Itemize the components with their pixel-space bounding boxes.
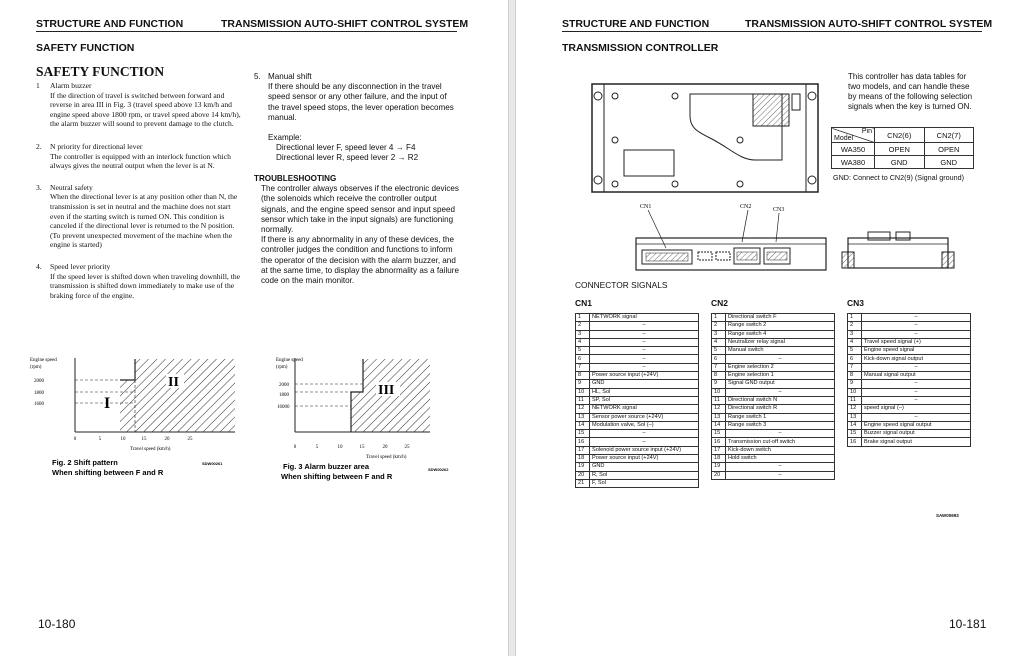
table-row [576, 421, 699, 429]
page-number: 10-181 [949, 617, 987, 631]
table-row [712, 380, 835, 388]
pin-number: 2 [848, 322, 862, 330]
x-axis-label: Travel speed (km/h) [366, 455, 407, 460]
table-row [712, 413, 835, 421]
cn1-title: CN1 [575, 298, 593, 308]
table-row [848, 405, 971, 413]
page-gutter [508, 0, 516, 656]
side-bracket [842, 252, 854, 268]
header-pin: Pin [861, 128, 872, 135]
item-number: 3. [36, 182, 42, 192]
y-tick: 2000 [34, 379, 44, 384]
table-row [712, 421, 835, 429]
pin-number: 16 [712, 438, 726, 446]
table-row [712, 463, 835, 471]
pin-number: 3 [576, 330, 590, 338]
header-left: STRUCTURE AND FUNCTION [36, 18, 184, 30]
pin-number: 7 [848, 363, 862, 371]
pin-number: 17 [712, 446, 726, 454]
table-row [576, 438, 699, 446]
pin-number: 13 [848, 413, 862, 421]
table-row [848, 413, 971, 421]
x-tick: 10 [337, 445, 343, 450]
table-row [712, 446, 835, 454]
y-tick: 1600 [34, 402, 44, 407]
item-body: If the speed lever is shifted down when traveling downhill, the transmission is shifted down immediately to make use of the braking force of the engine. [50, 271, 241, 300]
signal-name: Engine speed signal output [862, 421, 971, 429]
right-page [516, 0, 1024, 656]
pin-number: 20 [712, 471, 726, 479]
pin-number: 18 [576, 455, 590, 463]
x-tick: 5 [315, 445, 319, 450]
pin-number: 5 [848, 347, 862, 355]
table-row [576, 330, 699, 338]
signal-name: Directional switch F [726, 314, 835, 322]
area-label: III [378, 383, 395, 398]
table-row [712, 363, 835, 371]
table-row [848, 396, 971, 404]
y-axis-unit: (rpm) [276, 365, 288, 370]
page-number: 10-180 [38, 617, 76, 631]
signal-name: – [726, 471, 835, 479]
pin-number: 7 [576, 363, 590, 371]
signal-name: Range switch 3 [726, 421, 835, 429]
signal-name: GND [590, 380, 699, 388]
leader-line [742, 210, 748, 242]
signal-name: NETWORK signal [590, 314, 699, 322]
cn2-title: CN2 [711, 298, 729, 308]
pin-number: 3 [848, 330, 862, 338]
signal-name: GND [590, 463, 699, 471]
table-row [576, 405, 699, 413]
signal-name: – [726, 430, 835, 438]
signal-name: Buzzer signal output [862, 430, 971, 438]
signal-name: Modulation valve, Sol (–) [590, 421, 699, 429]
x-tick: 25 [187, 437, 193, 442]
example-line: Directional lever R, speed lever 2 → R2 [276, 153, 419, 163]
table-row [576, 388, 699, 396]
table-row [576, 372, 699, 380]
pin-number: 9 [712, 380, 726, 388]
controller-drawing [590, 76, 820, 200]
side-connector [868, 232, 890, 240]
cn1-table [575, 313, 699, 488]
table-row [848, 314, 971, 322]
pin-number: 11 [576, 396, 590, 404]
signal-name: F, Sol [590, 479, 699, 487]
item-number: 4. [36, 261, 42, 271]
table-cell: OPEN [875, 143, 925, 156]
signal-name: HL, Sol [590, 388, 699, 396]
y-tick: 1800 [34, 391, 44, 396]
header-model: Model [834, 135, 854, 142]
signal-name: Range switch 1 [726, 413, 835, 421]
signal-name: – [862, 396, 971, 404]
table-row [576, 355, 699, 363]
pin-number: 8 [848, 372, 862, 380]
pin-number: 15 [848, 430, 862, 438]
connector-label-cn3: CN3 [773, 207, 785, 213]
cn3-table [847, 313, 971, 447]
table-row [576, 338, 699, 346]
troubleshooting-body: The controller always observes if the electronic devices (the solenoids which receive the controller output signals, and the engine speed sensor and input speed sensor which take in the input signals) are functioning normally. [261, 184, 459, 235]
signal-name: Engine selection 2 [726, 363, 835, 371]
table-row [576, 479, 699, 487]
signal-name: Range switch 2 [726, 322, 835, 330]
table-row [576, 322, 699, 330]
hatched-area [120, 359, 235, 432]
pin-number: 5 [576, 347, 590, 355]
signal-name: – [726, 463, 835, 471]
signal-name: Neutralizer relay signal [726, 338, 835, 346]
table-row [712, 388, 835, 396]
header-right: TRANSMISSION AUTO-SHIFT CONTROL SYSTEM [745, 18, 993, 30]
x-tick: 10 [120, 437, 126, 442]
leader-line [648, 210, 666, 248]
signal-name: Directional switch R [726, 405, 835, 413]
table-row [848, 347, 971, 355]
table-cell: WA380 [832, 156, 875, 169]
table-row [712, 330, 835, 338]
item-number: 2. [36, 141, 42, 151]
pin-number: 5 [712, 347, 726, 355]
connector-label-cn1: CN1 [640, 204, 652, 210]
pin-number: 19 [712, 463, 726, 471]
pin-number: 18 [712, 455, 726, 463]
table-row [712, 314, 835, 322]
pin-number: 14 [576, 421, 590, 429]
item-2 [36, 142, 242, 171]
signal-name: – [862, 363, 971, 371]
signal-name: – [590, 355, 699, 363]
signal-name: – [862, 388, 971, 396]
table-row [576, 463, 699, 471]
signal-name: Travel speed signal (+) [862, 338, 971, 346]
signal-name: Transmission cut-off switch [726, 438, 835, 446]
table-row [576, 347, 699, 355]
item-number: 5. [254, 72, 261, 81]
signal-name: Brake signal output [862, 438, 971, 446]
pin-number: 13 [712, 413, 726, 421]
table-row [712, 322, 835, 330]
table-cell: WA350 [832, 143, 875, 156]
pin-number: 8 [576, 372, 590, 380]
pin-number: 14 [848, 421, 862, 429]
area-label: II [168, 375, 179, 390]
table-row [712, 471, 835, 479]
table-row [576, 314, 699, 322]
blank-socket [698, 252, 712, 260]
signal-name: – [862, 314, 971, 322]
table-row [832, 156, 974, 169]
signal-name: – [726, 388, 835, 396]
pin-number: 1 [576, 314, 590, 322]
table-header: CN2(7) [924, 128, 974, 143]
item-body: When the directional lever is at any position other than N, the transmission is set in neutral and the machine does not start even if the starting switch is turned ON. This condition is canceled if the directional lever is returned to the N position. (To prevent unexpected movement of the machine when the engine is started) [50, 192, 238, 250]
signal-name: Directional switch N [726, 396, 835, 404]
table-row [712, 455, 835, 463]
pin-number: 20 [576, 471, 590, 479]
item-title: Alarm buzzer [50, 81, 92, 90]
table-row [712, 355, 835, 363]
pin-number: 12 [848, 405, 862, 413]
pin-number: 16 [848, 438, 862, 446]
pin-number: 12 [576, 405, 590, 413]
page-title: SAFETY FUNCTION [36, 64, 165, 79]
signal-name: – [726, 355, 835, 363]
table-row [576, 413, 699, 421]
pin-number: 6 [576, 355, 590, 363]
signal-name: Manual signal output [862, 372, 971, 380]
signal-name: Sensor power source (+24V) [590, 413, 699, 421]
signal-name: Power source input (+24V) [590, 372, 699, 380]
x-tick: 0 [73, 437, 77, 442]
connector-drawing [626, 198, 836, 280]
signal-name: Power source input (+24V) [590, 455, 699, 463]
signal-name: Manual switch [726, 347, 835, 355]
pin-number: 13 [576, 413, 590, 421]
signal-name: Kick-down switch [726, 446, 835, 454]
table-row [712, 438, 835, 446]
x-tick: 5 [98, 437, 102, 442]
pin-number: 10 [712, 388, 726, 396]
model-note: This controller has data tables for two models, and can handle these by means of the following selection signals when the key is turned ON. [848, 72, 973, 111]
signal-name: Range switch 4 [726, 330, 835, 338]
table-row [848, 438, 971, 446]
item-title: Speed lever priority [50, 261, 111, 271]
connector-label-cn2: CN2 [740, 204, 752, 210]
signal-name: – [590, 338, 699, 346]
signal-name: – [862, 322, 971, 330]
cn3-title: CN3 [847, 298, 865, 308]
troubleshooting-body: If there is any abnormality in any of these devices, the controller judges the condition and functions to inform the operator of the decision with the alarm buzzer, and at the same time, to display the abnormality as a failure code on the main monitor. [261, 235, 459, 286]
y-tick: 1800 [279, 393, 289, 398]
item-5 [254, 72, 460, 164]
signal-name: Solenoid power source input (+24V) [590, 446, 699, 454]
y-axis-label: Engine speed [276, 358, 303, 363]
signal-name: Engine speed signal [862, 347, 971, 355]
gnd-note: GND: Connect to CN2(9) (Signal ground) [833, 173, 965, 182]
pin-number: 7 [712, 363, 726, 371]
section-label: TRANSMISSION CONTROLLER [562, 42, 719, 54]
signal-name: – [862, 380, 971, 388]
cn2-table [711, 313, 835, 480]
section-label: SAFETY FUNCTION [36, 42, 135, 54]
item-body: If there should be any disconnection in the travel speed sensor or any other failure, and the input of the travel speed stops, the lever operation becomes manual. [268, 82, 454, 122]
table-row [576, 363, 699, 371]
table-row [576, 396, 699, 404]
signal-name: – [590, 330, 699, 338]
table-row [712, 430, 835, 438]
table-row [848, 430, 971, 438]
signal-name: – [862, 330, 971, 338]
item-4 [36, 262, 242, 300]
item-body: If the direction of travel is switched between forward and reverse in area III in Fig. 3 (travel speed above 13 km/h and engine speed above 1800 rpm, or travel speed above 14 km/h), the alarm buzzer will sound to prevent damage to the clutch. [50, 90, 241, 129]
signal-name: SP, Sol [590, 396, 699, 404]
signal-name: Kick-down signal output [862, 355, 971, 363]
item-title: N priority for directional lever [50, 141, 143, 151]
pin-number: 15 [576, 430, 590, 438]
table-row [832, 143, 974, 156]
signal-name: NETWORK signal [590, 405, 699, 413]
signal-name: speed signal (–) [862, 405, 971, 413]
y-axis-unit: (rpm) [30, 365, 42, 370]
signal-name: Engine selection 1 [726, 372, 835, 380]
figure-caption: When shifting between F and R [52, 468, 164, 477]
table-row [712, 396, 835, 404]
heat-sink [753, 94, 789, 126]
signal-name: Hold switch [726, 455, 835, 463]
signal-name: R, Sol [590, 471, 699, 479]
item-title: Neutral safety [50, 182, 93, 192]
x-tick: 15 [359, 445, 365, 450]
controller-side-view [838, 228, 958, 276]
x-tick: 0 [293, 445, 297, 450]
pin-number: 10 [848, 388, 862, 396]
pin-number: 14 [712, 421, 726, 429]
pin-number: 15 [712, 430, 726, 438]
item-3 [36, 183, 242, 250]
item-title: Manual shift [268, 72, 312, 81]
table-row [848, 421, 971, 429]
figure-caption: Fig. 2 Shift pattern [52, 458, 118, 467]
table-row [848, 338, 971, 346]
pin-number: 9 [848, 380, 862, 388]
table-row [848, 355, 971, 363]
pin-number: 2 [576, 322, 590, 330]
pin-number: 8 [712, 372, 726, 380]
table-corner-cell [832, 128, 875, 143]
pin-number: 19 [576, 463, 590, 471]
signal-name: – [590, 438, 699, 446]
cn1-pins [646, 253, 688, 261]
signal-name: – [590, 322, 699, 330]
item-number: 1 [36, 81, 40, 90]
example-line: Directional lever F, speed lever 4 → F4 [276, 143, 416, 153]
safety-items [36, 81, 242, 300]
header-left: STRUCTURE AND FUNCTION [562, 18, 710, 30]
pin-number: 2 [712, 322, 726, 330]
signal-name: – [862, 413, 971, 421]
y-axis-label: Engine speed [30, 358, 57, 363]
area-label: I [104, 395, 111, 412]
cn3-pins [767, 252, 787, 260]
table-row [712, 347, 835, 355]
signal-name: – [590, 347, 699, 355]
x-tick: 25 [404, 445, 410, 450]
table-row [848, 330, 971, 338]
pin-number: 21 [576, 479, 590, 487]
pin-number: 3 [712, 330, 726, 338]
table-row [712, 338, 835, 346]
pin-number: 9 [576, 380, 590, 388]
x-tick: 15 [141, 437, 147, 442]
pin-number: 11 [848, 396, 862, 404]
figure-code: SDW00262 [428, 467, 449, 472]
side-connector [896, 232, 910, 240]
table-cell: GND [875, 156, 925, 169]
y-tick: 16000 [277, 405, 290, 410]
pin-number: 11 [712, 396, 726, 404]
signal-name: Signal GND output [726, 380, 835, 388]
side-housing [848, 238, 948, 268]
table-cell: GND [924, 156, 974, 169]
table-row [848, 380, 971, 388]
table-header: CN2(6) [875, 128, 925, 143]
pin-number: 16 [576, 438, 590, 446]
signal-name: – [590, 363, 699, 371]
troubleshooting [254, 174, 460, 286]
figure-code: SDW00261 [202, 461, 223, 466]
pin-number: 6 [848, 355, 862, 363]
pin-number: 12 [712, 405, 726, 413]
example-label: Example: [268, 133, 302, 143]
model-selection-table [831, 127, 974, 169]
header-right: TRANSMISSION AUTO-SHIFT CONTROL SYSTEM [221, 18, 469, 30]
table-row [848, 388, 971, 396]
x-tick: 20 [164, 437, 170, 442]
table-cell: OPEN [924, 143, 974, 156]
boundary-line [120, 359, 135, 380]
left-page [0, 0, 508, 656]
x-axis-label: Travel speed (km/h) [130, 447, 171, 452]
table-row [848, 322, 971, 330]
header-rule [562, 31, 982, 32]
connector-signals-title: CONNECTOR SIGNALS [575, 280, 668, 290]
figure-3 [258, 350, 468, 484]
table-row [712, 405, 835, 413]
table-row [576, 455, 699, 463]
pin-number: 17 [576, 446, 590, 454]
cn2-pins [737, 252, 757, 260]
pin-number: 4 [848, 338, 862, 346]
figure-caption: Fig. 3 Alarm buzzer area [283, 462, 370, 471]
figure-2 [30, 350, 240, 478]
table-row [848, 372, 971, 380]
item-body: The controller is equipped with an interlock function which always gives the neutral output when the lever is at N. [50, 151, 231, 171]
pin-number: 10 [576, 388, 590, 396]
blank-socket [716, 252, 730, 260]
table-row [576, 430, 699, 438]
figure-code: SAW00693 [936, 513, 959, 518]
troubleshooting-title: TROUBLESHOOTING [254, 174, 337, 183]
pin-number: 4 [576, 338, 590, 346]
pin-number: 1 [848, 314, 862, 322]
signal-name: – [590, 430, 699, 438]
side-bracket [942, 252, 954, 268]
pin-number: 1 [712, 314, 726, 322]
figure-caption: When shifting between F and R [281, 472, 393, 481]
table-row [576, 446, 699, 454]
y-tick: 2000 [279, 383, 289, 388]
x-tick: 20 [382, 445, 388, 450]
table-row [576, 471, 699, 479]
table-row [848, 363, 971, 371]
pin-number: 6 [712, 355, 726, 363]
table-row [576, 380, 699, 388]
pin-number: 4 [712, 338, 726, 346]
header-rule [36, 31, 457, 32]
item-1 [36, 81, 242, 129]
table-row [712, 372, 835, 380]
